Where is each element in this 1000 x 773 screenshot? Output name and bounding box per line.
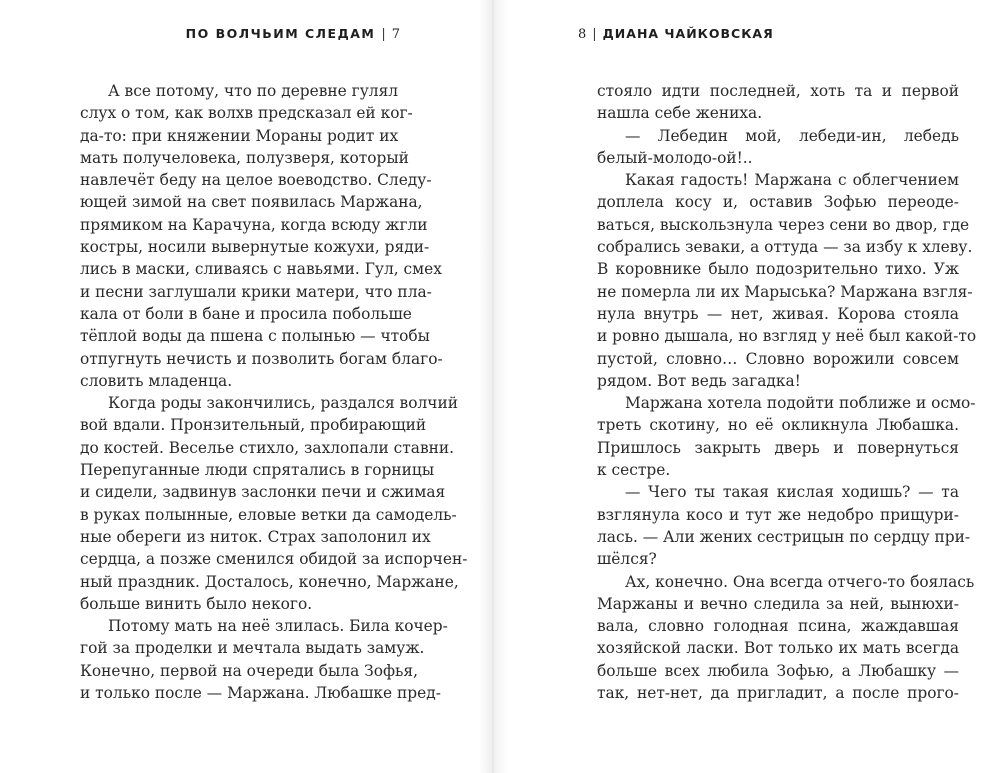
text-line: Перепуганные люди спрятались в горницы xyxy=(80,461,435,480)
text-line: белый-молодо-ой!.. xyxy=(597,148,753,167)
text-line: больше винить было некого. xyxy=(80,594,313,613)
text-line: вала, словно голодная псина, жаждавшая xyxy=(597,617,959,636)
running-author: ДИАНА ЧАЙКОВСКАЯ xyxy=(602,26,774,41)
text-line: да-то: при княжении Мораны родит их xyxy=(80,126,399,145)
text-line: Маржаны и вечно следила за ней, вынюхи- xyxy=(597,594,959,613)
right-page xyxy=(493,0,1000,773)
text-line: кала от боли в бане и просила побольше xyxy=(80,304,412,323)
text-line: до костей. Веселье стихло, захлопали ставни. xyxy=(80,438,455,457)
right-page-body xyxy=(597,80,977,704)
left-page-body xyxy=(80,80,468,704)
text-line: Когда роды закончились, раздался волчий xyxy=(108,394,458,413)
text-line: ющей зимой на свет появилась Маржана, xyxy=(80,193,423,212)
text-line: Ах, конечно. Она всегда отчего-то боялась xyxy=(625,572,975,591)
text-line: словить младенца. xyxy=(80,371,233,390)
text-line: пустой, словно… Словно ворожили совсем xyxy=(597,349,959,368)
text-line: прямиком на Карачуна, когда всюду жгли xyxy=(80,215,428,234)
text-line: не померла ли их Марыська? Маржана взгля- xyxy=(597,282,973,301)
text-line: сердца, а позже сменился обидой за испорчен- xyxy=(80,550,468,569)
text-line: вой вдали. Пронзительный, пробирающий xyxy=(80,416,427,435)
text-line: В коровнике было подозрительно тихо. Уж xyxy=(597,260,959,279)
text-line: в руках полынные, еловые ветки да самодель- xyxy=(80,505,457,524)
header-separator: | xyxy=(592,27,597,42)
text-line: шёлся? xyxy=(597,550,657,569)
text-line: лись в маски, сливаясь с навьями. Гул, смех xyxy=(80,260,442,279)
text-line: и только после — Маржана. Любашке пред- xyxy=(80,684,441,703)
text-line: и ровно дышала, но взгляд у неё был какой-то xyxy=(597,327,977,346)
text-line: нула внутрь — нет, живая. Корова стояла xyxy=(597,304,959,323)
text-line: слух о том, как волхв предсказал ей ког- xyxy=(80,104,413,123)
text-line: так, нет-нет, да пригладит, а после прого- xyxy=(597,684,959,703)
text-line: Пришлось закрыть дверь и повернуться xyxy=(597,438,959,457)
text-line: отпугнуть нечисть и позволить богам благо- xyxy=(80,349,443,368)
text-line: мать получеловека, полузверя, который xyxy=(80,148,409,167)
right-page-header xyxy=(578,24,774,44)
text-line: гой за проделки и мечтала выдать замуж. xyxy=(80,639,425,658)
text-line: и сидели, задвинув заслонки печи и сжимая xyxy=(80,483,446,502)
text-line: Маржана хотела подойти поближе и осмо- xyxy=(625,394,976,413)
left-page xyxy=(0,0,493,773)
text-line: ный праздник. Досталось, конечно, Маржане, xyxy=(80,572,459,591)
text-line: лась. — Али жених сестрицын по сердцу при- xyxy=(597,527,971,546)
header-separator: | xyxy=(381,27,386,42)
text-line: — Чего ты такая кислая ходишь? — та xyxy=(625,483,959,502)
page-number-right: 8 xyxy=(578,27,587,42)
running-title: ПО ВОЛЧЬИМ СЛЕДАМ xyxy=(185,26,376,41)
text-line: рядом. Вот ведь загадка! xyxy=(597,371,801,390)
text-line: собрались зеваки, а оттуда — за избу к хлеву. xyxy=(597,238,973,257)
text-line: костры, носили вывернутые кожухи, ряди- xyxy=(80,238,430,257)
text-line: тёплой воды да пшена с полынью — чтобы xyxy=(80,327,430,346)
text-line: Потому мать на неё злилась. Била кочер- xyxy=(108,617,448,636)
text-line: Какая гадость! Маржана с облегчением xyxy=(625,171,959,190)
text-line: хозяйской ласки. Вот только их мать всегда xyxy=(597,639,959,658)
text-line: к сестре. xyxy=(597,461,671,480)
text-line: и песни заглушали крики матери, что пла- xyxy=(80,282,432,301)
text-line: ные обереги из ниток. Страх заполонил их xyxy=(80,527,431,546)
text-line: Конечно, первой на очереди была Зофья, xyxy=(80,661,419,680)
text-line: навлечёт беду на целое воеводство. Следу- xyxy=(80,171,432,190)
text-line: ваться, выскользнула через сени во двор, где xyxy=(597,215,970,234)
book-gutter-shadow xyxy=(478,0,508,773)
text-line: А все потому, что по деревне гулял xyxy=(108,82,399,100)
text-line: больше всех любила Зофью, а Любашку — xyxy=(597,661,959,680)
text-line: доплела косу и, оставив Зофью переоде- xyxy=(597,193,959,212)
text-line: нашла себе жениха. xyxy=(597,104,763,123)
text-line: стояло идти последней, хоть та и первой xyxy=(597,82,959,100)
page-number-left: 7 xyxy=(391,27,400,42)
text-line: треть скотину, но её окликнула Любашка. xyxy=(597,416,959,435)
text-line: — Лебедин мой, лебеди-ин, лебедь xyxy=(625,126,959,145)
text-line: взглянула косо и тут же недобро прищури- xyxy=(597,505,959,524)
left-page-header xyxy=(186,24,400,44)
